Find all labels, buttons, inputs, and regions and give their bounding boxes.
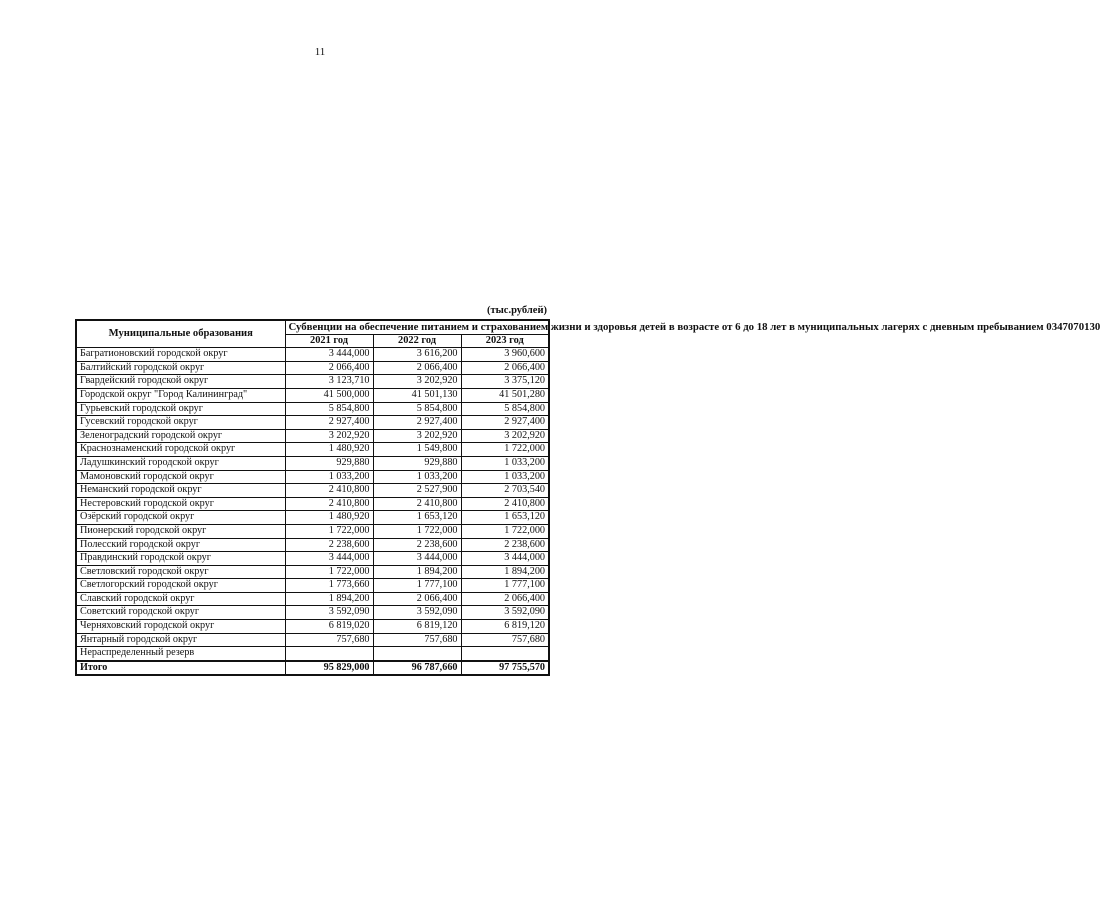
total-row: [76, 661, 549, 676]
value-2021: 6 819,020: [285, 620, 373, 634]
value-2022: 2 066,400: [373, 361, 461, 375]
value-2021: 2 410,800: [285, 497, 373, 511]
value-2021: 1 480,920: [285, 443, 373, 457]
value-2021: 1 773,660: [285, 579, 373, 593]
municipality-name: Нераспределенный резерв: [76, 647, 285, 661]
value-2022: 6 819,120: [373, 620, 461, 634]
table-row: [76, 552, 549, 566]
table-row: [76, 565, 549, 579]
value-2023: 3 444,000: [461, 552, 549, 566]
year-header-2023: 2023 год: [461, 334, 549, 348]
value-2022: 3 202,920: [373, 429, 461, 443]
value-2023: 2 066,400: [461, 592, 549, 606]
table-row: [76, 402, 549, 416]
value-2021: 1 894,200: [285, 592, 373, 606]
value-2022: 1 653,120: [373, 511, 461, 525]
table-row: [76, 606, 549, 620]
value-2023: 41 501,280: [461, 388, 549, 402]
subsidy-table: [75, 319, 1100, 676]
table-row: [76, 579, 549, 593]
value-2023: 1 033,200: [461, 470, 549, 484]
value-2023: 3 960,600: [461, 348, 549, 362]
value-2023: 2 238,600: [461, 538, 549, 552]
municipality-name: Полесский городской округ: [76, 538, 285, 552]
value-2023: 5 854,800: [461, 402, 549, 416]
table-row: [76, 647, 549, 661]
value-2023: 1 033,200: [461, 456, 549, 470]
value-2022: 757,680: [373, 633, 461, 647]
units-label: (тыс.рублей): [486, 305, 547, 316]
municipality-name: Мамоновский городской округ: [76, 470, 285, 484]
value-2022: 1 777,100: [373, 579, 461, 593]
municipality-name: Озёрский городской округ: [76, 511, 285, 525]
value-2023: 757,680: [461, 633, 549, 647]
municipality-name: Зеленоградский городской округ: [76, 429, 285, 443]
value-2022: 929,880: [373, 456, 461, 470]
value-2023: 1 653,120: [461, 511, 549, 525]
municipality-name: Гвардейский городской округ: [76, 375, 285, 389]
table-row: [76, 443, 549, 457]
value-2022: [373, 647, 461, 661]
value-2021: 2 066,400: [285, 361, 373, 375]
municipality-name: Светлогорский городской округ: [76, 579, 285, 593]
municipality-name: Светловский городской округ: [76, 565, 285, 579]
value-2021: 2 410,800: [285, 484, 373, 498]
value-2021: 1 033,200: [285, 470, 373, 484]
value-2023: 1 894,200: [461, 565, 549, 579]
municipality-name: Балтийский городской округ: [76, 361, 285, 375]
value-2021: 1 722,000: [285, 524, 373, 538]
table-row: [76, 470, 549, 484]
municipality-name: Ладушкинский городской округ: [76, 456, 285, 470]
value-2022: 1 033,200: [373, 470, 461, 484]
value-2021: 41 500,000: [285, 388, 373, 402]
value-2022: 41 501,130: [373, 388, 461, 402]
value-2022: 2 410,800: [373, 497, 461, 511]
value-2023: 2 410,800: [461, 497, 549, 511]
value-2023: 3 202,920: [461, 429, 549, 443]
municipality-name: Городской округ "Город Калининград": [76, 388, 285, 402]
value-2023: 3 592,090: [461, 606, 549, 620]
table-row: [76, 388, 549, 402]
table-row: [76, 592, 549, 606]
value-2022: 3 444,000: [373, 552, 461, 566]
total-2022: 96 787,660: [373, 661, 461, 676]
table-row: [76, 416, 549, 430]
value-2022: 1 894,200: [373, 565, 461, 579]
value-2023: 2 066,400: [461, 361, 549, 375]
year-header-2022: 2022 год: [373, 334, 461, 348]
year-header-2021: 2021 год: [285, 334, 373, 348]
value-2023: 1 722,000: [461, 524, 549, 538]
value-2022: 2 066,400: [373, 592, 461, 606]
value-2022: 2 238,600: [373, 538, 461, 552]
value-2023: 6 819,120: [461, 620, 549, 634]
table-row: [76, 375, 549, 389]
value-2023: 3 375,120: [461, 375, 549, 389]
table-row: [76, 497, 549, 511]
municipality-name: Неманский городской округ: [76, 484, 285, 498]
table-row: [76, 538, 549, 552]
value-2022: 2 927,400: [373, 416, 461, 430]
value-2022: 1 722,000: [373, 524, 461, 538]
column-header-subsidy-title: Субвенции на обеспечение питанием и страхованием жизни и здоровья детей в возрасте от 6 до 18 лет в муниципальных лагерях с дневным пребыванием 0347070130: [285, 320, 549, 334]
value-2023: 2 927,400: [461, 416, 549, 430]
value-2023: 2 703,540: [461, 484, 549, 498]
value-2021: [285, 647, 373, 661]
table-row: [76, 429, 549, 443]
value-2021: 3 202,920: [285, 429, 373, 443]
table-row: [76, 361, 549, 375]
municipality-name: Правдинский городской округ: [76, 552, 285, 566]
value-2021: 3 592,090: [285, 606, 373, 620]
value-2021: 3 123,710: [285, 375, 373, 389]
value-2023: 1 722,000: [461, 443, 549, 457]
table-body: [76, 348, 549, 661]
value-2023: 1 777,100: [461, 579, 549, 593]
table-row: [76, 511, 549, 525]
value-2022: 3 202,920: [373, 375, 461, 389]
municipality-name: Краснознаменский городской округ: [76, 443, 285, 457]
municipality-name: Черняховский городской округ: [76, 620, 285, 634]
municipality-name: Советский городской округ: [76, 606, 285, 620]
total-label: Итого: [76, 661, 285, 676]
value-2021: 757,680: [285, 633, 373, 647]
municipality-name: Гусевский городской округ: [76, 416, 285, 430]
municipality-name: Славский городской округ: [76, 592, 285, 606]
column-header-municipalities: Муниципальные образования: [76, 320, 285, 348]
value-2022: 2 527,900: [373, 484, 461, 498]
municipality-name: Пионерский городской округ: [76, 524, 285, 538]
value-2021: 2 238,600: [285, 538, 373, 552]
table-row: [76, 348, 549, 362]
value-2021: 3 444,000: [285, 552, 373, 566]
table-row: [76, 620, 549, 634]
table-row: [76, 456, 549, 470]
value-2021: 929,880: [285, 456, 373, 470]
total-2021: 95 829,000: [285, 661, 373, 676]
table-row: [76, 484, 549, 498]
page-number: 11: [314, 46, 326, 58]
table-row: [76, 524, 549, 538]
municipality-name: Янтарный городской округ: [76, 633, 285, 647]
value-2022: 3 592,090: [373, 606, 461, 620]
municipality-name: Гурьевский городской округ: [76, 402, 285, 416]
value-2023: [461, 647, 549, 661]
total-2023: 97 755,570: [461, 661, 549, 676]
table-row: [76, 633, 549, 647]
municipality-name: Нестеровский городской округ: [76, 497, 285, 511]
value-2022: 1 549,800: [373, 443, 461, 457]
value-2021: 5 854,800: [285, 402, 373, 416]
value-2022: 5 854,800: [373, 402, 461, 416]
value-2021: 2 927,400: [285, 416, 373, 430]
value-2021: 1 722,000: [285, 565, 373, 579]
value-2022: 3 616,200: [373, 348, 461, 362]
value-2021: 1 480,920: [285, 511, 373, 525]
value-2021: 3 444,000: [285, 348, 373, 362]
municipality-name: Багратионовский городской округ: [76, 348, 285, 362]
